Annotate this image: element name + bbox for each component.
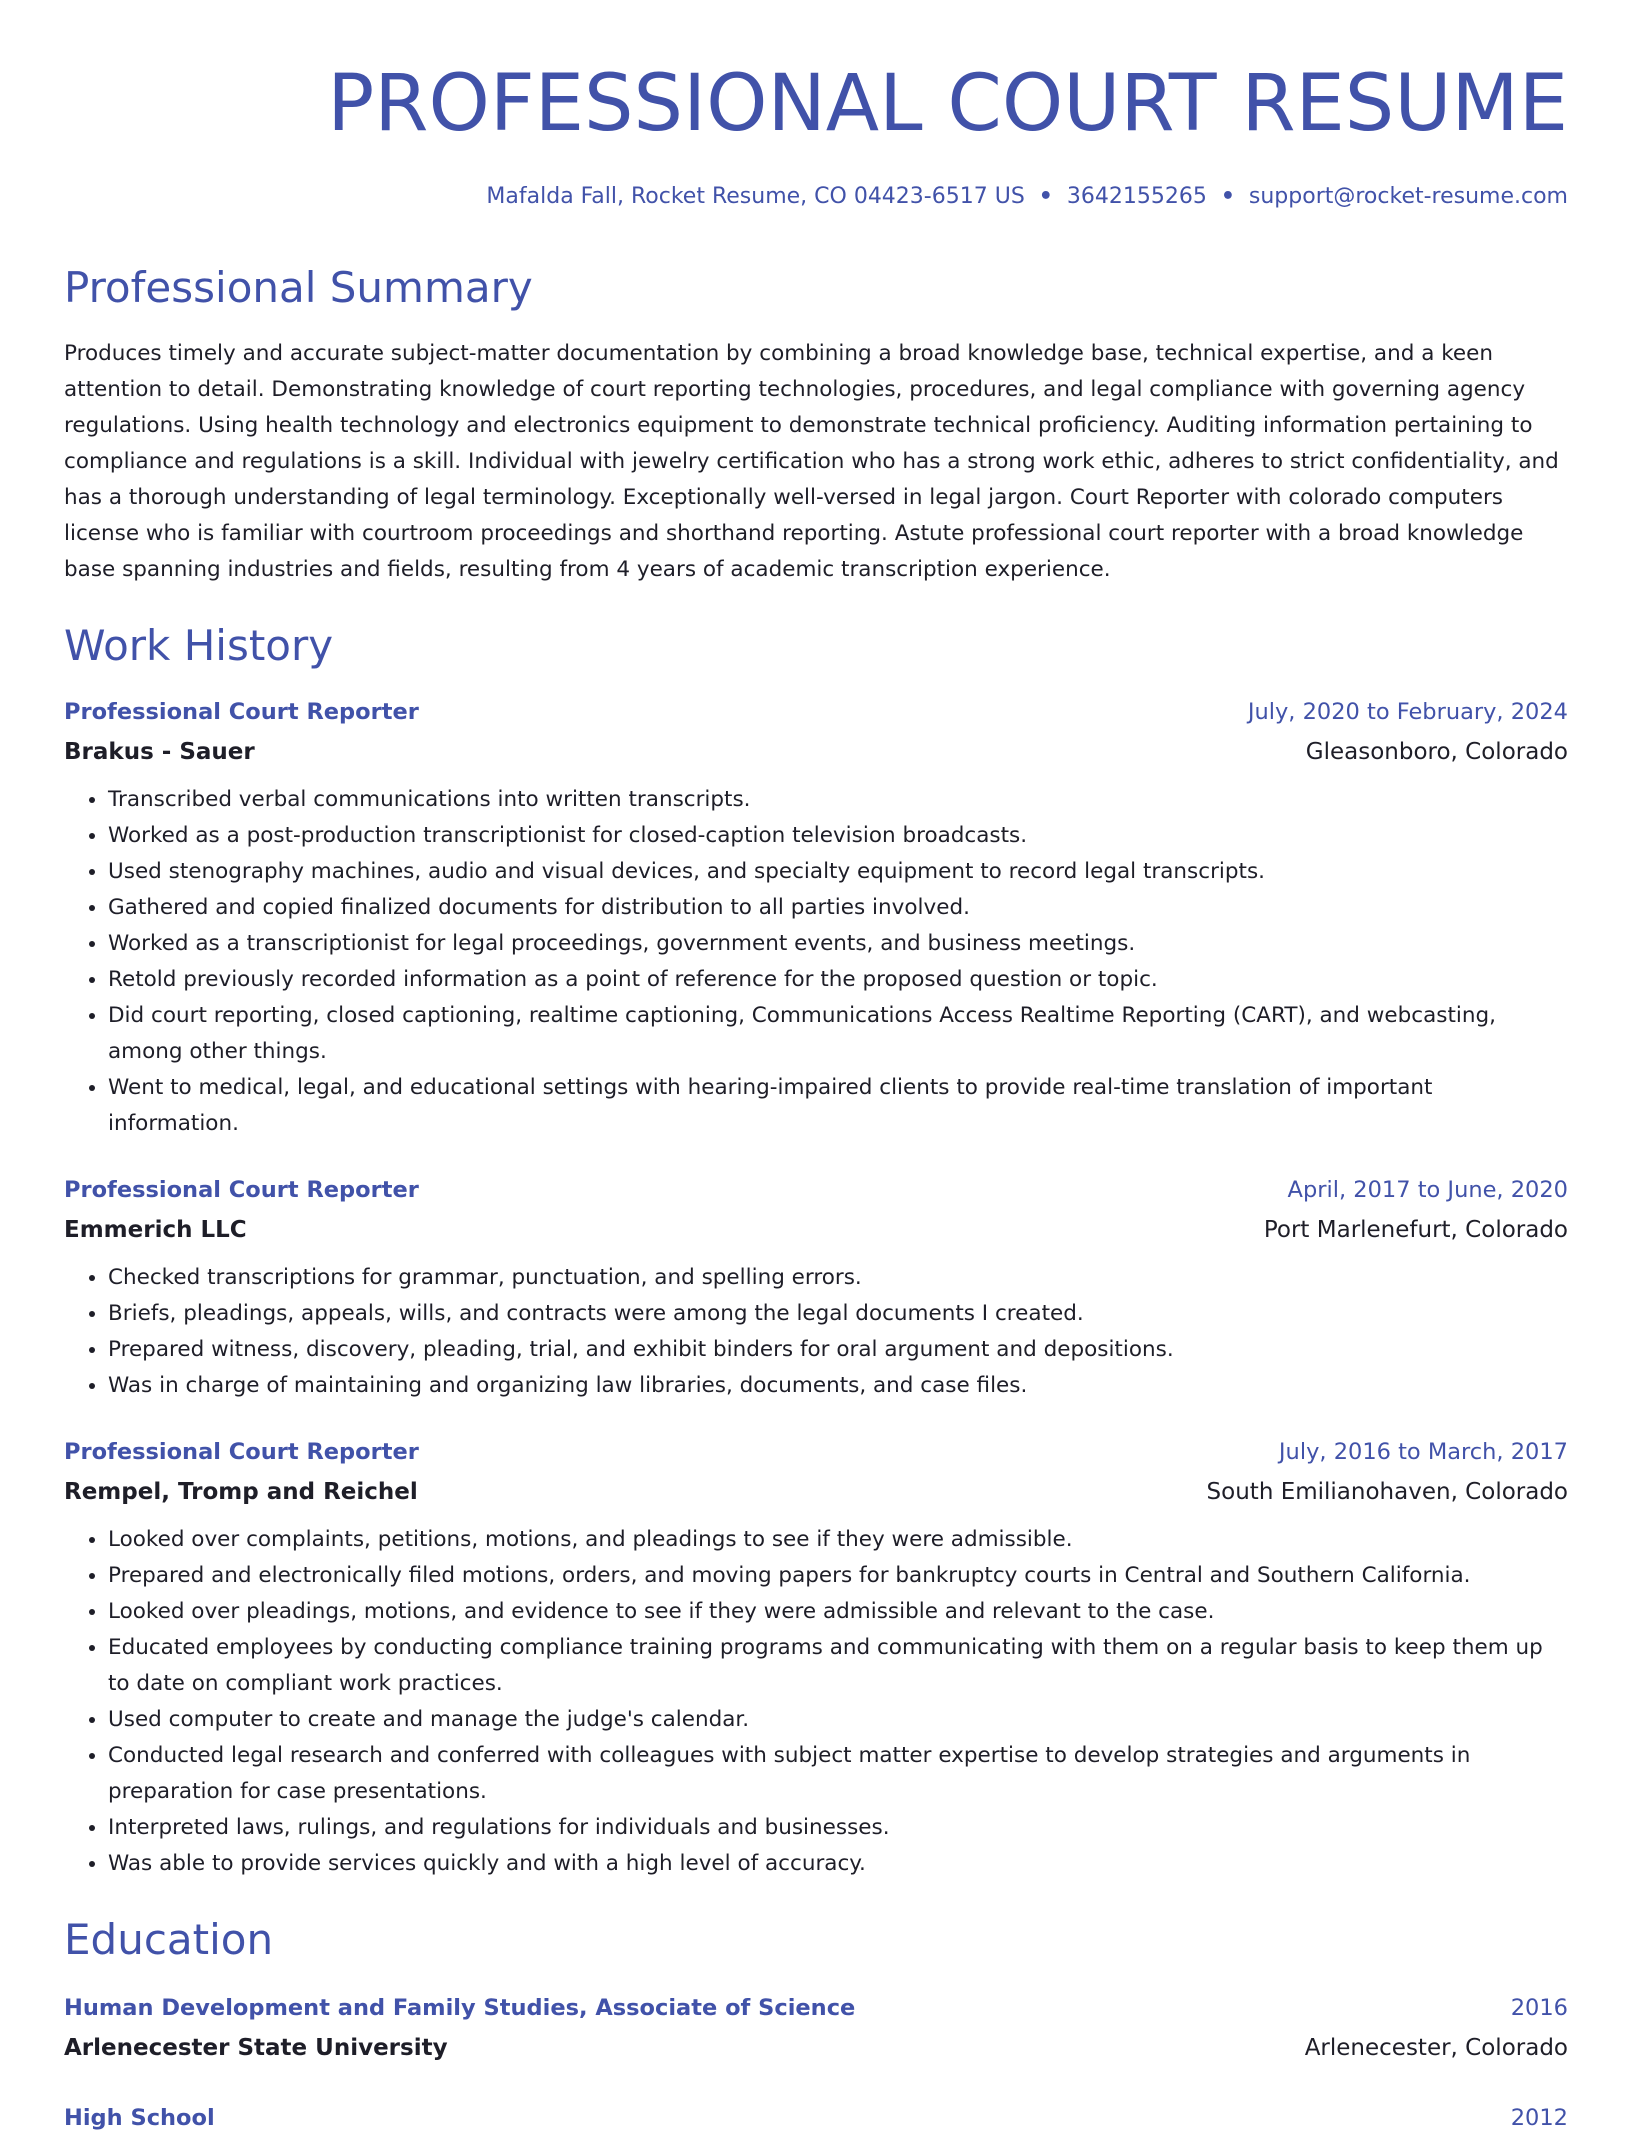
job-bullet: • Worked as a transcriptionist for legal proceedings, government events, and business meetings. <box>108 926 1568 962</box>
job-header <box>64 692 1568 732</box>
job-dates: July, 2016 to March, 2017 <box>1278 1439 1568 1465</box>
education-degree: Human Development and Family Studies, Associate of Science <box>64 1995 856 2021</box>
summary-text: Produces timely and accurate subject-matter documentation by combining a broad knowledge base, technical expertise, and a keen attention to detail. Demonstrating knowledge of court reporting technologies, procedures, and legal compliance with governing agency regulations. Using health technology and electronics equipment to demonstrate technical proficiency. Auditing information pertaining to compliance and regulations is a skill. Individual with jewelry certification who has a strong work ethic, adheres to strict confidentiality, and has a thorough understanding of legal terminology. Exceptionally well-versed in legal jargon. Court Reporter with colorado computers license who is familiar with courtroom proceedings and shorthand reporting. Astute professional court reporter with a broad knowledge base spanning industries and fields, resulting from 4 years of academic transcription experience. <box>64 341 1559 582</box>
job-header <box>64 1432 1568 1472</box>
job-header <box>64 1170 1568 1210</box>
education-school-row <box>64 2028 1568 2068</box>
education-heading: Education <box>64 1915 274 1964</box>
job-company: Brakus - Sauer <box>64 739 255 765</box>
job-bullet: • Looked over complaints, petitions, motions, and pleadings to see if they were admissible. <box>108 1522 1568 1558</box>
job-bullet: • Transcribed verbal communications into written transcripts. <box>108 782 1568 818</box>
job-bullet: • Briefs, pleadings, appeals, wills, and contracts were among the legal documents I created. <box>108 1296 1568 1332</box>
job-bullet: • Retold previously recorded information as a point of reference for the proposed question or topic. <box>108 962 1568 998</box>
job-company: Emmerich LLC <box>64 1217 247 1243</box>
education-entry <box>64 2098 1568 2138</box>
education-year: 2016 <box>1510 1995 1568 2021</box>
summary-heading: Professional Summary <box>64 263 533 312</box>
job-location: Gleasonboro, Colorado <box>1305 739 1568 765</box>
job-bullets <box>64 782 1568 1142</box>
contact-address: Mafalda Fall, Rocket Resume, CO 04423-6517 US <box>486 184 1025 209</box>
contact-separator: • <box>1038 184 1053 209</box>
work-history-heading: Work History <box>64 621 334 670</box>
education-header <box>64 2098 1568 2138</box>
education-degree: High School <box>64 2105 215 2131</box>
job-role: Professional Court Reporter <box>64 1177 419 1203</box>
job-company: Rempel, Tromp and Reichel <box>64 1479 418 1505</box>
job-company-row <box>64 1472 1568 1512</box>
job-entry <box>64 1170 1568 1404</box>
job-role: Professional Court Reporter <box>64 1439 419 1465</box>
job-bullets <box>64 1522 1568 1882</box>
contact-phone: 3642155265 <box>1066 184 1207 209</box>
job-bullet: • Used computer to create and manage the judge's calendar. <box>108 1702 1568 1738</box>
job-bullet: • Checked transcriptions for grammar, punctuation, and spelling errors. <box>108 1260 1568 1296</box>
resume-title: PROFESSIONAL COURT RESUME <box>327 59 1568 149</box>
job-company-row <box>64 732 1568 772</box>
job-bullet: • Conducted legal research and conferred with colleagues with subject matter expertise to develop strategies and arguments in preparation for case presentations. <box>108 1738 1568 1810</box>
job-entry <box>64 692 1568 1142</box>
job-bullets <box>64 1260 1568 1404</box>
education-entry <box>64 1988 1568 2068</box>
job-company-row <box>64 1210 1568 1250</box>
job-role: Professional Court Reporter <box>64 699 419 725</box>
education-year: 2012 <box>1510 2105 1568 2131</box>
job-bullet: • Worked as a post-production transcriptionist for closed-caption television broadcasts. <box>108 818 1568 854</box>
job-dates: July, 2020 to February, 2024 <box>1247 699 1568 725</box>
education-school: Arlenecester State University <box>64 2035 448 2061</box>
contact-separator: • <box>1220 184 1235 209</box>
job-bullet: • Looked over pleadings, motions, and evidence to see if they were admissible and relevant to the case. <box>108 1594 1568 1630</box>
job-bullet: • Prepared witness, discovery, pleading, trial, and exhibit binders for oral argument and depositions. <box>108 1332 1568 1368</box>
education-header <box>64 1988 1568 2028</box>
job-dates: April, 2017 to June, 2020 <box>1287 1177 1568 1203</box>
job-entry <box>64 1432 1568 1882</box>
job-bullet: • Was in charge of maintaining and organizing law libraries, documents, and case files. <box>108 1368 1568 1404</box>
job-bullet: • Educated employees by conducting compliance training programs and communicating with them on a regular basis to keep them up to date on compliant work practices. <box>108 1630 1568 1702</box>
job-location: South Emilianohaven, Colorado <box>1206 1479 1568 1505</box>
education-location: Arlenecester, Colorado <box>1304 2035 1568 2061</box>
job-bullet: • Gathered and copied finalized documents for distribution to all parties involved. <box>108 890 1568 926</box>
contact-line <box>64 180 1568 214</box>
job-bullet: • Interpreted laws, rulings, and regulations for individuals and businesses. <box>108 1810 1568 1846</box>
job-bullet: • Did court reporting, closed captioning, realtime captioning, Communications Access Realtime Reporting (CART), and webcasting, among other things. <box>108 998 1568 1070</box>
job-bullet: • Was able to provide services quickly and with a high level of accuracy. <box>108 1846 1568 1882</box>
job-bullet: • Prepared and electronically filed motions, orders, and moving papers for bankruptcy courts in Central and Southern California. <box>108 1558 1568 1594</box>
job-bullet: • Used stenography machines, audio and visual devices, and specialty equipment to record legal transcripts. <box>108 854 1568 890</box>
job-bullet: • Went to medical, legal, and educational settings with hearing-impaired clients to provide real-time translation of important information. <box>108 1070 1568 1142</box>
job-location: Port Marlenefurt, Colorado <box>1263 1217 1568 1243</box>
contact-email: support@rocket-resume.com <box>1248 184 1568 209</box>
